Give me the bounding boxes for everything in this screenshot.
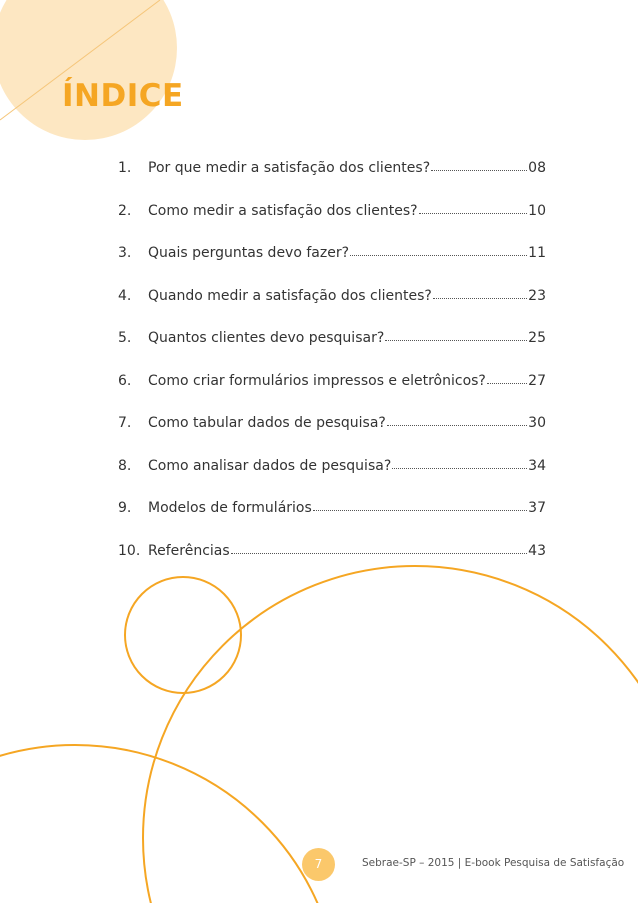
toc-item-number: 9. bbox=[118, 500, 132, 516]
toc-item-number: 2. bbox=[118, 202, 132, 219]
toc-item-label: Como criar formulários impressos e eletrônicos? bbox=[148, 372, 486, 389]
toc-item-label: Referências bbox=[148, 542, 230, 559]
toc-item-label: Quais perguntas devo fazer? bbox=[148, 245, 350, 261]
toc-item-number: 7. bbox=[118, 415, 132, 431]
toc-item-label: Como tabular dados de pesquisa? bbox=[148, 415, 386, 431]
footer-text: Sebrae-SP – 2015 | E-book Pesquisa de Satisfação bbox=[362, 857, 625, 869]
toc-item-page: 43 bbox=[528, 542, 546, 559]
toc-item-label: Quantos clientes devo pesquisar? bbox=[148, 330, 385, 346]
toc-item-10[interactable] bbox=[118, 543, 546, 586]
table-of-contents bbox=[118, 160, 546, 585]
toc-item-page: 37 bbox=[528, 500, 546, 516]
page-title: ÍNDICE bbox=[62, 78, 184, 114]
toc-item-page: 10 bbox=[528, 202, 546, 219]
toc-item-label: Por que medir a satisfação dos clientes? bbox=[148, 160, 431, 176]
dot-leader bbox=[433, 297, 527, 299]
toc-item-3[interactable] bbox=[118, 245, 546, 288]
dot-leader bbox=[419, 212, 528, 214]
toc-item-page: 25 bbox=[528, 330, 546, 346]
toc-item-page: 11 bbox=[528, 245, 546, 261]
dot-leader bbox=[313, 509, 527, 511]
dot-leader bbox=[392, 467, 527, 469]
large-ring-decoration bbox=[143, 566, 638, 903]
left-ring-decoration bbox=[0, 745, 340, 903]
page-number-badge: 7 bbox=[302, 848, 335, 881]
toc-item-4[interactable] bbox=[118, 288, 546, 331]
toc-item-number: 10. bbox=[118, 542, 141, 559]
dot-leader bbox=[431, 169, 527, 171]
toc-item-number: 4. bbox=[118, 287, 132, 304]
toc-item-number: 1. bbox=[118, 160, 132, 176]
toc-item-label: Como analisar dados de pesquisa? bbox=[148, 457, 392, 474]
corner-circle-decoration bbox=[0, 0, 177, 140]
small-ring-decoration bbox=[125, 577, 241, 693]
dot-leader bbox=[231, 552, 528, 554]
toc-item-8[interactable] bbox=[118, 458, 546, 501]
toc-item-label: Quando medir a satisfação dos clientes? bbox=[148, 287, 432, 304]
toc-item-number: 3. bbox=[118, 245, 132, 261]
dot-leader bbox=[385, 339, 527, 341]
dot-leader bbox=[350, 254, 527, 256]
toc-item-5[interactable] bbox=[118, 330, 546, 373]
toc-item-number: 6. bbox=[118, 372, 132, 389]
toc-item-page: 23 bbox=[528, 287, 546, 304]
toc-item-2[interactable] bbox=[118, 203, 546, 246]
toc-item-page: 08 bbox=[528, 160, 546, 176]
toc-item-label: Modelos de formulários bbox=[148, 500, 312, 516]
toc-item-page: 34 bbox=[528, 457, 546, 474]
toc-item-6[interactable] bbox=[118, 373, 546, 416]
toc-item-7[interactable] bbox=[118, 415, 546, 458]
toc-item-label: Como medir a satisfação dos clientes? bbox=[148, 202, 418, 219]
dot-leader bbox=[387, 424, 527, 426]
toc-item-page: 27 bbox=[528, 372, 546, 389]
toc-item-9[interactable] bbox=[118, 500, 546, 543]
toc-item-page: 30 bbox=[528, 415, 546, 431]
dot-leader bbox=[487, 382, 527, 384]
toc-item-1[interactable] bbox=[118, 160, 546, 203]
toc-item-number: 5. bbox=[118, 330, 132, 346]
toc-item-number: 8. bbox=[118, 457, 132, 474]
